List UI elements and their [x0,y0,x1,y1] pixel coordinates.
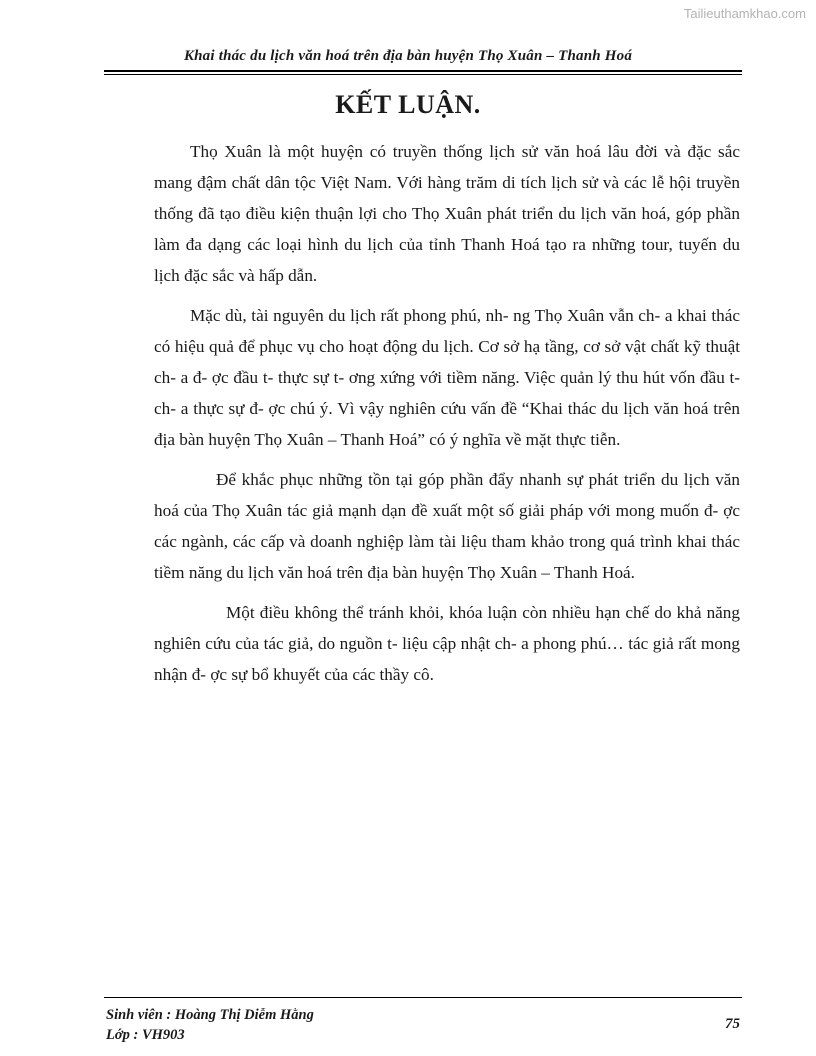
header-divider-thick [104,70,742,72]
footer-student-name: Sinh viên : Hoàng Thị Diễm Hằng [106,1007,314,1023]
header-divider-thin [104,74,742,75]
page-title: KẾT LUẬN. [335,90,481,119]
paragraph-3: Để khắc phục những tồn tại góp phần đẩy nhanh sự phát triển du lịch văn hoá của Thọ Xuân tác giả mạnh dạn đề xuất một số giải pháp với mong muốn đ- ợc các ngành, các cấp và doanh nghiệp làm tài liệu tham khảo trong quá trình khai thác tiềm năng du lịch văn hoá trên địa bàn huyện Thọ Xuân – Thanh Hoá. [154,470,740,582]
paragraph-4: Một điều không thể tránh khỏi, khóa luận còn nhiều hạn chế do khả năng nghiên cứu của tác giả, do nguồn t- liệu cập nhật ch- a phong phú… tác giả rất mong nhận đ- ợc sự bổ khuyết của các thầy cô. [154,603,740,684]
page-number: 75 [725,1016,740,1032]
watermark-text: Tailieuthamkhao.com [683,6,806,21]
document-body [154,136,740,699]
paragraph-1: Thọ Xuân là một huyện có truyền thống lịch sử văn hoá lâu đời và đặc sắc mang đậm chất dân tộc Việt Nam. Với hàng trăm di tích lịch sử và các lễ hội truyền thống đã tạo điều kiện thuận lợi cho Thọ Xuân phát triển du lịch văn hoá, góp phần làm đa dạng các loại hình du lịch của tỉnh Thanh Hoá tạo ra những tour, tuyến du lịch đặc sắc và hấp dẫn. [154,142,740,285]
footer-class: Lớp : VH903 [106,1027,185,1043]
footer-divider [104,997,742,998]
running-header-title: Khai thác du lịch văn hoá trên địa bàn huyện Thọ Xuân – Thanh Hoá [183,48,633,64]
paragraph-2: Mặc dù, tài nguyên du lịch rất phong phú, nh- ng Thọ Xuân vẫn ch- a khai thác có hiệu quả để phục vụ cho hoạt động du lịch. Cơ sở hạ tầng, cơ sở vật chất kỹ thuật ch- a đ- ợc đầu t- thực sự t- ơng xứng với tiềm năng. Việc quản lý thu hút vốn đầu t- ch- a thực sự đ- ợc chú ý. Vì vậy nghiên cứu vấn đề “Khai thác du lịch văn hoá trên địa bàn huyện Thọ Xuân – Thanh Hoá” có ý nghĩa về mặt thực tiễn. [154,306,740,449]
